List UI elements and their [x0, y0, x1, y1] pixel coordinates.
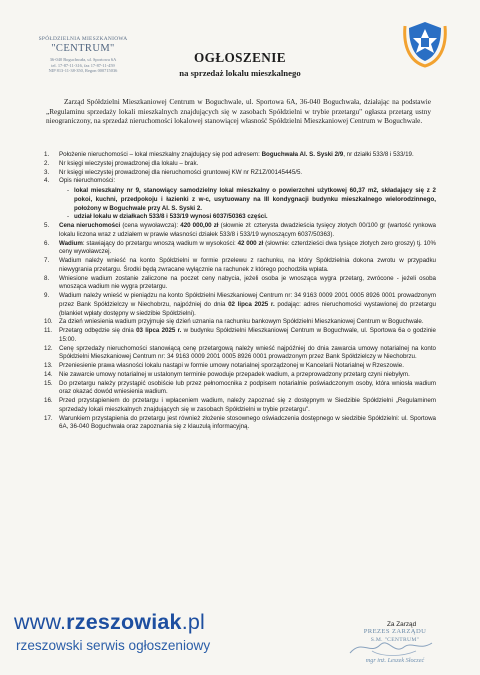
address-line: 36-040 Boguchwała, ul. Sportowa 6A	[49, 57, 117, 62]
list-item: 7. Wadium należy wnieść na konto Spółdzielni w formie przelewu z rachunku, na który Spółdzielnia dokona zwrotu w przypadku niewygrania przetargu. Środki będą zwracane wyłącznie na rachunek z którego pochodziła wpłata.	[44, 257, 436, 273]
property-description	[67, 187, 436, 222]
page-subtitle: na sprzedaż lokalu mieszkalnego	[179, 68, 301, 78]
cooperative-name: SPÓŁDZIELNIA MIESZKANIOWA	[38, 36, 128, 42]
list-item: 1. Położenie nieruchomości – lokal mieszkalny znajdujący się pod adresem: Boguchwała Al. S. Syski 2/9, nr działki 533/8 i 533/19.	[44, 151, 414, 158]
intro-paragraph: Zarząd Spółdzielni Mieszkaniowej Centrum w Boguchwale, ul. Sportowa 6A, 36-040 Boguchwała, działając na podstawie „Regulaminu sprzedaży lokali mieszkalnych znajdujących się w zasobach Spółdzielni w trybie przetargu" ogłasza przetarg ustny nieograniczony, na sprzedaż nieruchomości lokalowej stanowiącej własność Spółdzielni Mieszkaniowej Centrum w Boguchwale.	[46, 98, 431, 125]
cooperative-brand: "CENTRUM"	[51, 43, 115, 54]
list-item: 17. Warunkiem przystąpienia do przetargu jest również złożenie stosownego oświadczenia dostępnego w siedzibie Spółdzielni: ul. Sportowa 6A, 36-040 Boguchwała oraz zapoznania się z klauzulą informacyjną.	[44, 414, 436, 431]
stamp-line: mgr inż. Leszek Słoczeć	[365, 657, 425, 664]
sub-item: - udział lokalu w działkach 533/8 i 533/19 wynosi 6037/50363 części.	[67, 213, 436, 222]
watermark-url: www.rzeszowiak.pl	[14, 610, 206, 634]
list-item: 2. Nr księgi wieczystej prowadzonej dla lokalu – brak.	[44, 159, 199, 167]
list-item: 6. Wadium: stawiający do przetargu wnoszą wadium w wysokości: 42 000 zł (słownie: czterdzieści dwa tysiące złotych zero groszy) tj. 10% ceny wywoławczej.	[44, 239, 436, 256]
address-line: NIP 813-11-38-350, Regon 000715036	[48, 68, 118, 74]
page-title: OGŁOSZENIE	[194, 50, 286, 65]
address-line: tel. 17-87-11-316, fax 17-87-11-459	[51, 62, 115, 68]
terms-list	[44, 151, 436, 432]
list-item: 11. Przetarg odbędzie się dnia 03 lipca 2025 r. w budynku Spółdzielni Mieszkaniowej Centrum w Boguchwale, ul. Sportowa 6a o godzinie 15:00.	[44, 327, 437, 343]
sub-item: - lokal mieszkalny nr 9, stanowiący samodzielny lokal mieszkalny o powierzchni użytkowej 60,37 m2, składający się z 2 pokoi, kuchni, przedpokoju i łazienki z w-c, usytuowany na III kondygnacji budynku mieszkalnego wielorodzinnego, położony w Boguchwale przy Al. S. Syski 2.	[67, 187, 436, 213]
watermark-tagline: rzeszowski serwis ogłoszeniowy	[16, 638, 211, 653]
stamp-line: PREZES ZARZĄDU	[363, 628, 427, 635]
list-item: 9. Wadium należy wnieść w pieniądzu na konto Spółdzielni Mieszkaniowej Centrum nr: 34 9163 0009 2001 0005 8926 0001 prowadzonym przez Bank Spółdzielczy w Niechobrzu, najpóźniej do dnia 02 lipca 2025 r. podając: adres nieruchomości wystawionej do przetargu (blankiet wpłaty dostępny w siedzibie Spółdzielni).	[44, 292, 436, 317]
handwritten-signature-icon	[342, 633, 442, 659]
list-item: 14. Nie zawarcie umowy notarialnej w ustalonym terminie powoduje przepadek wadium, a przeprowadzony przetarg czyni niebyłym.	[44, 370, 410, 378]
list-item: 8. Wniesione wadium zostanie zaliczone na poczet ceny nabycia, jeżeli osoba je wnosząca wygra przetarg, zwrócone - jeżeli osoba wnosząca wadium nie wygra przetargu.	[44, 274, 436, 291]
list-item: 13. Przeniesienie prawa własności lokalu nastąpi w formie umowy notarialnej sporządzonej w Kancelarii Notarialnej w Rzeszowie.	[44, 362, 404, 369]
list-item: 15. Do przetargu należy przystąpić osobiście lub przez pełnomocnika z podpisem notarialnie poświadczonym osoby, która wniosła wadium oraz okazać dowód wniesienia wadium.	[44, 379, 436, 396]
list-item: 12. Cenę sprzedaży nieruchomości stanowiącą cenę przetargową należy wnieść najpóźniej do dnia zawarcia umowy notarialnej na konto Spółdzielni Mieszkaniowej Centrum nr: 34 9163 0009 2001 0005 8926 0001 prowadzonym przez Bank Spółdzielczy w Niechobrzu.	[44, 344, 436, 361]
list-item: 4. Opis nieruchomości: - lokal mieszkalny nr 9, stanowiący samodzielny lokal mieszkalny o powierzchni użytkowej 60,37 m2, składający się z 2 pokoi, kuchni, przedpokoju i łazienki z w-c, usytuowany na III kondygnacji budynku mieszkalnego wielorodzinnego, położony w Boguchwale przy Al. S. Syski 2. - udział lokalu w działkach 533/8 i 533/19 wynosi 6037/50363 części.	[44, 177, 436, 222]
list-item: 5. Cena nieruchomości (cena wywoławcza): 420 000,00 zł (słownie zł: czterysta dwadzieścia tysięcy złotych 00/100 gr (wartość rynkowa lokalu liczona wraz z udziałem w prawie własności działek 533/8 i 533/19 wynoszącym 6037/50363).	[44, 222, 436, 238]
stamp-line: S.M. "CENTRUM"	[370, 637, 420, 643]
list-item: 16. Przed przystąpieniem do przetargu i wpłaceniem wadium, należy zapoznać się z dostępnym w Siedzibie Spółdzielni „Regulaminem sprzedaży lokali mieszkalnych znajdujących się w zasobach Spółdzielni w trybie przetargu".	[44, 397, 436, 413]
board-label: Za Zarząd	[387, 621, 417, 628]
list-item: 10. Za dzień wniesienia wadium przyjmuje się dzień uznania na rachunku bankowym Spółdzielni Mieszkaniowej Centrum w Boguchwale.	[44, 318, 424, 326]
list-item: 3. Nr księgi wieczystej prowadzonej dla nieruchomości gruntowej KW nr RZ1Z/00145445/5.	[44, 168, 303, 176]
